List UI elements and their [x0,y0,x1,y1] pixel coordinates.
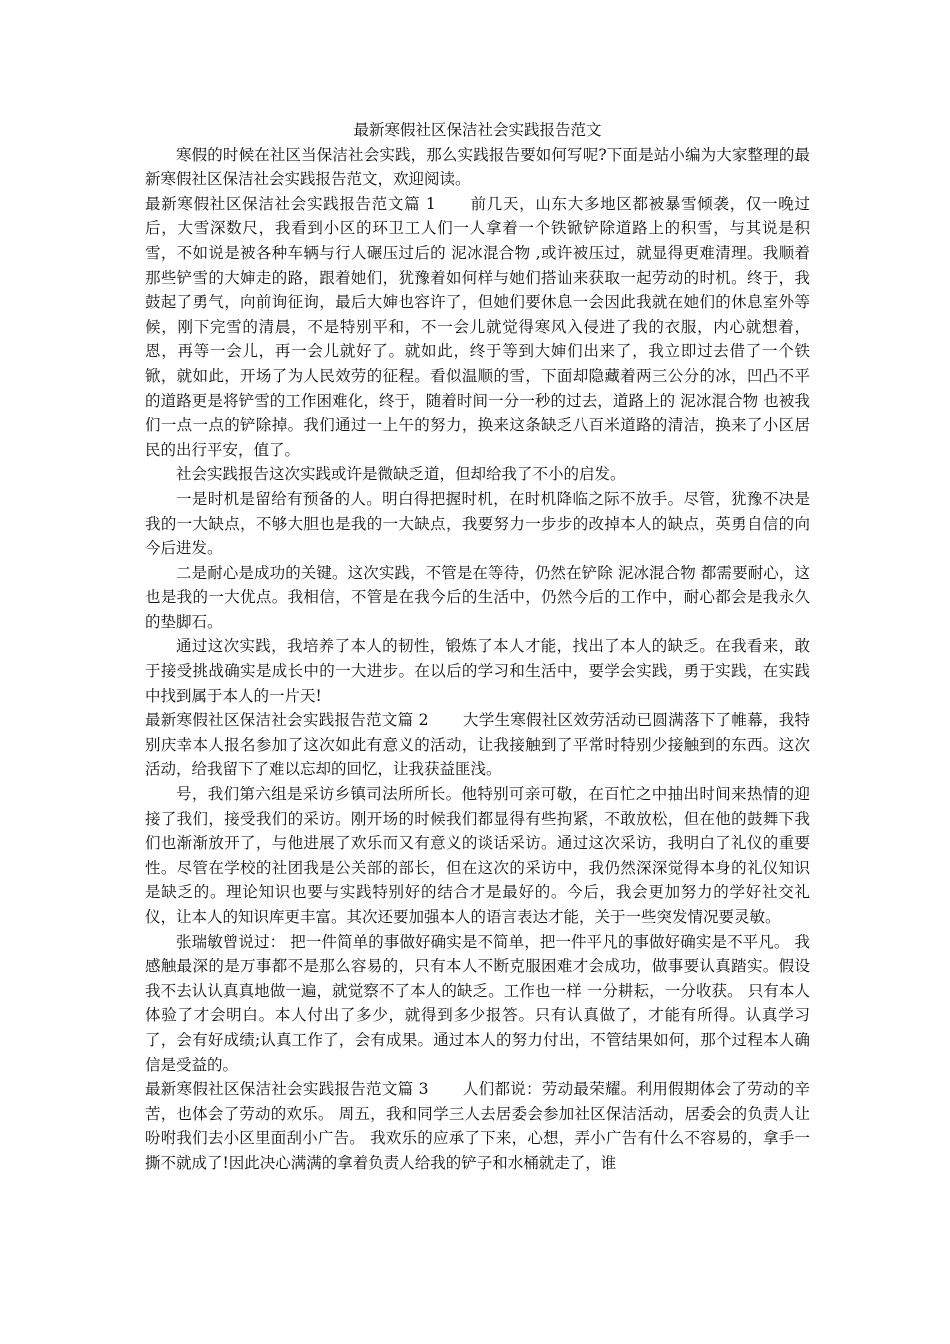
intro-paragraph: 寒假的时候在社区当保洁社会实践，那么实践报告要如何写呢?下面是站小编为大家整理的最新寒假社区保洁社会实践报告范文，欢迎阅读。 [145,145,810,189]
body-paragraph: 二是耐心是成功的关键。这次实践，不管是在等待，仍然在铲除 泥冰混合物 都需要耐心，这也是我的一大优点。我相信，不管是在我今后的生活中，仍然今后的工作中，耐心都会是我永久的垫脚石。 [145,563,810,631]
body-paragraph: 号，我们第六组是采访乡镇司法所所长。他特别可亲可敬，在百忙之中抽出时间来热情的迎接了我们，接受我们的采访。刚开场的时候我们都显得有些拘紧，不敢放松，但在他的鼓舞下我们也渐渐放开了，与他进展了欢乐而又有意义的谈话采访。通过这次采访，我明白了礼仪的重要性。尽管在学校的社团我是公关部的部长，但在这次的采访中，我仍然深深觉得本身的礼仪知识是缺乏的。理论知识也要与实践特别好的结合才是最好的。今后，我会更加努力的学好社交礼仪，让本人的知识库更丰富。其次还要加强本人的语言表达才能，关于一些突发情况要灵敏。 [145,785,810,926]
body-paragraph: 张瑞敏曾说过： 把一件简单的事做好确实是不简单，把一件平凡的事做好确实是不平凡。 我感触最深的是万事都不是那么容易的，只有本人不断克服困难才会成功，做事要认真踏实。假设我不去认认真真地做一遍，就觉察不了本人的缺乏。工作也一样 一分耕耘，一分收获。 只有本人体验了才会明白。本人付出了多少，就得到多少报答。只有认真做了，才能有所得。认真学习了，会有好成绩;认真工作了，会有成果。通过本人的努力付出，不管结果如何，那个过程本人确信是受益的。 [145,932,810,1074]
section-first-text: 大学生寒假社区效劳活动已圆满落下了帷幕，我特别庆幸本人报名参加了这次如此有意义的活动，让我接触到了平常时特别少接触到的东西。这次活动，给我留下了难以忘却的回忆，让我获益匪浅。 [145,711,810,779]
section-first-text: 前几天，山东大多地区都被暴雪倾袭，仅一晚过后，大雪深数尺，我看到小区的环卫工人们一人拿着一个铁锨铲除道路上的积雪，与其说是积雪，不如说是被各种车辆与行人碾压过后的 泥冰混合物 ,或许被压过，就显得更难清理。我顺着那些铲雪的大婶走的路，跟着她们，犹豫着如何样与她们搭讪来获取一起劳动的时机。终于，我鼓起了勇气，向前询征询，最后大婶也容许了，但她们要休息一会因此我就在她们的休息室外等候，刚下完雪的清晨，不是特别平和，不一会儿就觉得寒风入侵进了我的衣服，内心就想着，恩，再等一会儿，再一会儿就好了。就如此，终于等到大婶们出来了，我立即过去借了一个铁锨，就如此，开场了为人民效劳的征程。看似温顺的雪，下面却隐藏着两三公分的冰，凹凸不平的道路更是将铲雪的工作困难化，终于，随着时间一分一秒的过去，道路上的 泥冰混合物 也被我们一点一点的铲除掉。我们通过一上午的努力，换来这条缺乏八百米道路的清洁，换来了小区居民的出行平安，值了。 [145,194,810,459]
section-2-paragraph [145,708,810,782]
section-heading: 最新寒假社区保洁社会实践报告范文篇 2 [145,711,429,730]
body-paragraph: 通过这次实践，我培养了本人的韧性，锻炼了本人才能，找出了本人的缺乏。在我看来，敢于接受挑战确实是成长中的一大进步。在以后的学习和生活中，要学会实践，勇于实践，在实践中找到属于本人的一片天! [145,637,810,705]
body-paragraph: 一是时机是留给有预备的人。明白得把握时机，在时机降临之际不放手。尽管，犹豫不决是我的一大缺点，不够大胆也是我的一大缺点，我要努力一步步的改掉本人的缺点，英勇自信的向今后进发。 [145,489,810,558]
body-paragraph: 社会实践报告这次实践或许是微缺乏道，但却给我了不小的启发。 [176,465,626,484]
section-first-text: 人们都说：劳动最荣耀。利用假期体会了劳动的辛苦，也体会了劳动的欢乐。 周五，我和同学三人去居委会参加社区保洁活动，居委会的负责人让吩咐我们去小区里面刮小广告。 我欢乐的应承了下来，心想，弄小广告有什么不容易的，拿手一撕不就成了!因此决心满满的拿着负责人给我的铲子和水桶就走了，谁 [145,1080,810,1172]
section-1-paragraph [145,192,810,463]
document-page [145,118,810,1176]
section-3-paragraph [145,1077,810,1175]
document-title: 最新寒假社区保洁社会实践报告范文 [353,121,602,139]
section-heading: 最新寒假社区保洁社会实践报告范文篇 1 [145,194,436,213]
section-heading: 最新寒假社区保洁社会实践报告范文篇 3 [145,1080,429,1099]
